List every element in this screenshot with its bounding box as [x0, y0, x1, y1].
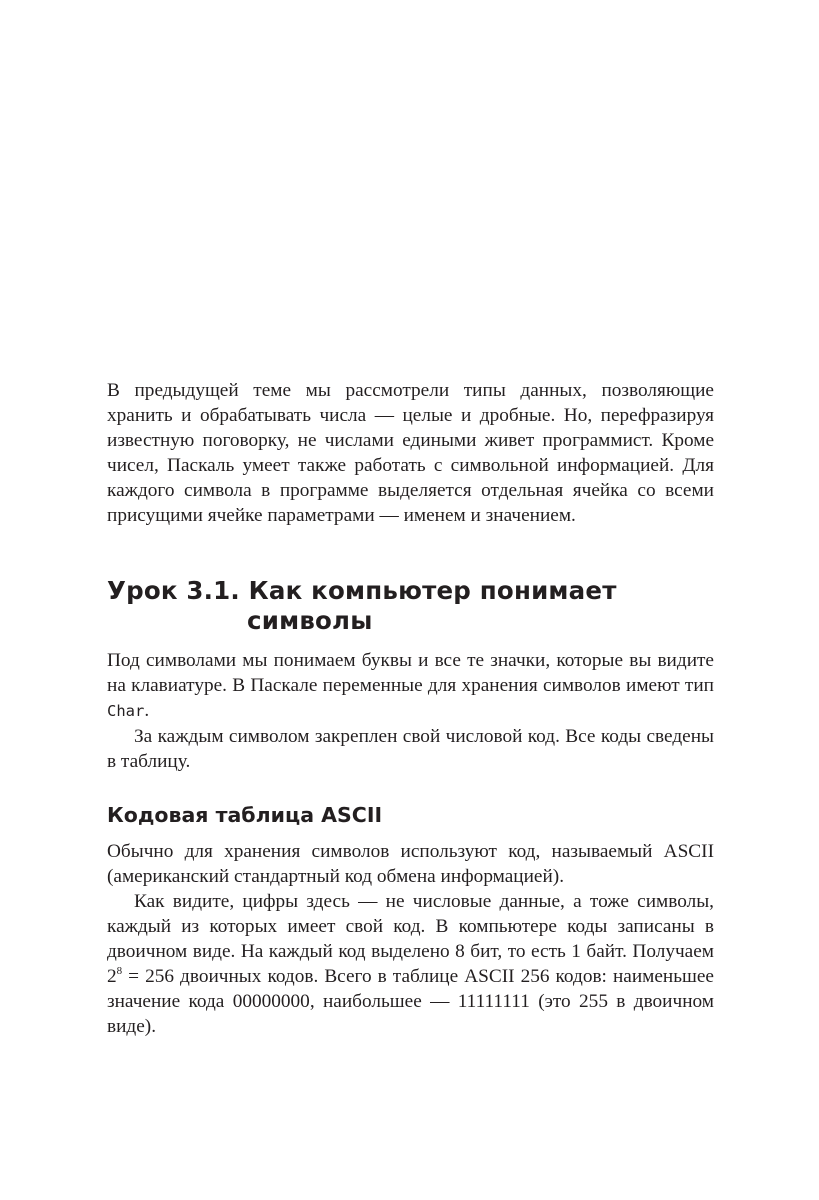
ascii-paragraph-2-text-b: = 256 двоичных кодов. Всего в таблице ASCII 256 кодов: наименьшее значение кода 00000000, наибольшее — 11111111 (это 255 в двоичном виде). — [107, 966, 714, 1037]
lesson-heading-line2: символы — [247, 606, 373, 635]
lesson-paragraph-1-end: . — [144, 700, 150, 721]
lesson-paragraph-1 — [107, 648, 714, 724]
ascii-paragraph-2-text-a: Как видите, цифры здесь — не числовые данные, а тоже символы, каждый из которых имеет свой код. В компьютере коды записаны в двоичном виде. На каждый код выделено 8 бит, то есть 1 байт. Получаем 2 — [107, 891, 714, 987]
intro-paragraph: В предыдущей теме мы рассмотрели типы данных, позволяющие хранить и обрабатывать числа — целые и дробные. Но, перефразируя известную поговорку, не числами едиными живет программист. Кроме чисел, Паскаль умеет также работать с символьной информацией. Для каждого символа в программе выделяется отдельная ячейка со всеми присущими ячейке параметрами — именем и значением. — [107, 380, 714, 526]
page-content — [107, 378, 714, 1039]
ascii-paragraph-1: Обычно для хранения символов используют код, называемый ASCII (американский стандартный код обмена информацией). — [107, 841, 714, 887]
ascii-section-heading: Кодовая таблица ASCII — [107, 803, 383, 827]
lesson-paragraph-2: За каждым символом закреплен свой числовой код. Все коды сведены в таблицу. — [107, 726, 714, 772]
char-type-code: Char — [107, 702, 145, 720]
power-exponent: 8 — [116, 965, 123, 977]
ascii-paragraph-2 — [107, 889, 714, 1039]
lesson-heading-line1: Урок 3.1. Как компьютер понимает — [107, 576, 617, 605]
lesson-paragraph-1-text: Под символами мы понимаем буквы и все те значки, которые вы видите на клавиатуре. В Паскале переменные для хранения символов имеют тип — [107, 650, 714, 696]
lesson-heading — [107, 576, 714, 636]
lesson-body — [107, 648, 714, 774]
